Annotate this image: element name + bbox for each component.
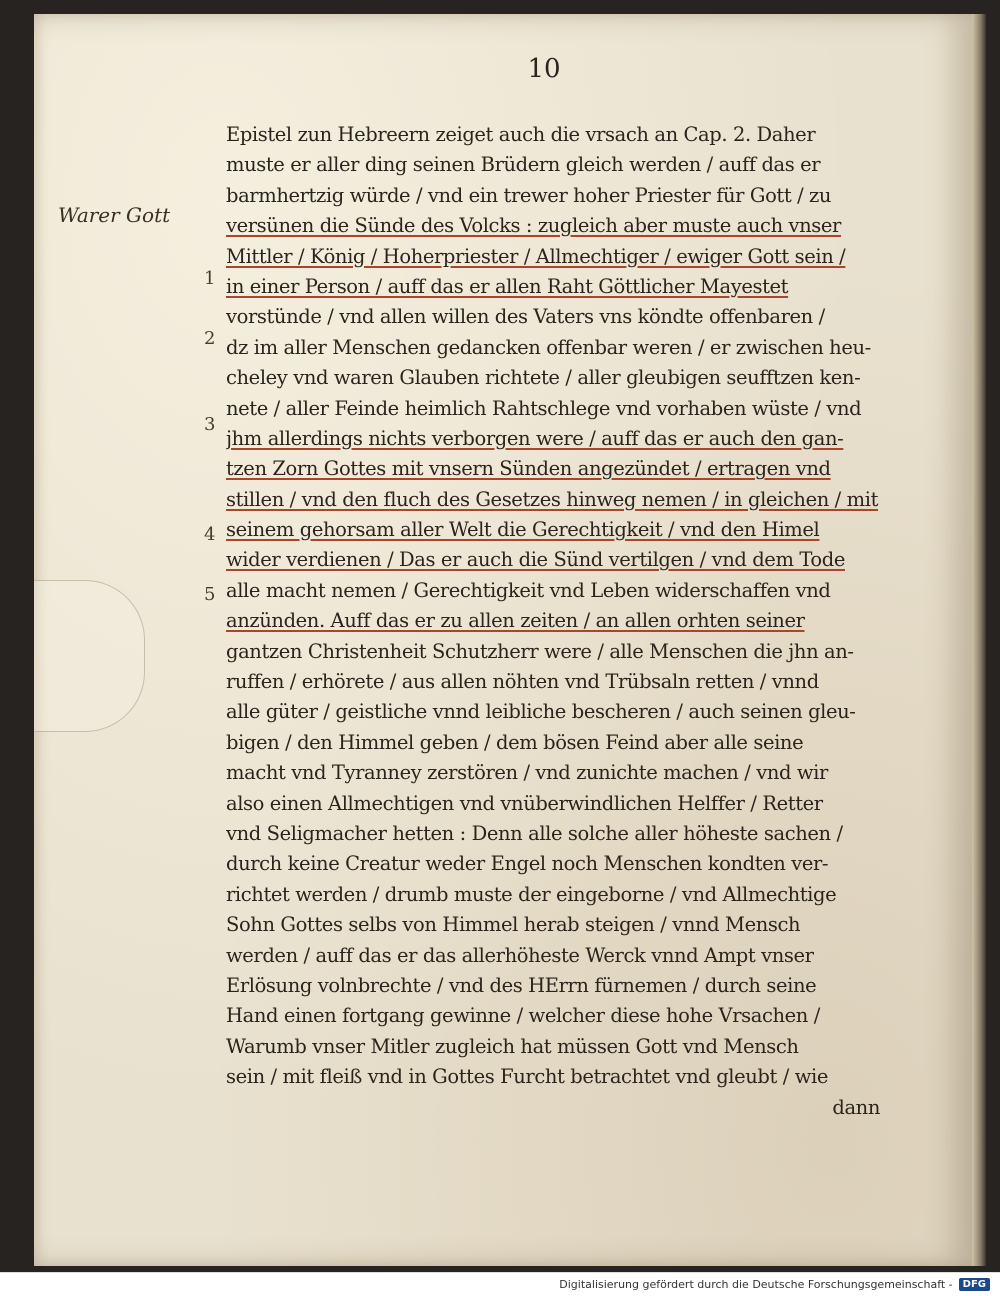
text-line: durch keine Creatur weder Engel noch Menschen kondten ver- (226, 852, 829, 876)
margin-number: 4 (204, 524, 216, 545)
text-line: versünen die Sünde des Volcks : zugleich aber muste auch vnser (226, 214, 841, 238)
text-line: in einer Person / auff das er allen Raht Göttlicher Mayestet (226, 274, 789, 298)
dfg-logo: DFG (959, 1278, 990, 1291)
paper-clip-shadow (34, 580, 145, 732)
text-line: tzen Zorn Gottes mit vnsern Sünden angezündet / ertragen vnd (226, 457, 831, 481)
margin-number: 2 (204, 328, 216, 349)
footer-bar (0, 1272, 1000, 1296)
body-text (226, 120, 880, 1123)
text-line: seinem gehorsam aller Welt die Gerechtigkeit / vnd den Himel (226, 518, 820, 542)
text-line: also einen Allmechtigen vnd vnüberwindlichen Helffer / Retter (226, 791, 823, 815)
margin-note: Warer Gott (58, 203, 171, 227)
text-line: wider verdienen / Das er auch die Sünd vertilgen / vnd dem Tode (226, 548, 845, 572)
text-line: bigen / den Himmel geben / dem bösen Feind aber alle seine (226, 730, 804, 754)
text-line: alle macht nemen / Gerechtigkeit vnd Leben widerschaffen vnd (226, 578, 831, 602)
text-line: cheley vnd waren Glauben richtete / aller gleubigen seufftzen ken- (226, 366, 861, 390)
text-line: Erlösung volnbrechte / vnd des HErrn fürnemen / durch seine (226, 973, 817, 997)
text-line: vnd Seligmacher hetten : Denn alle solche aller höheste sachen / (226, 821, 843, 845)
margin-number: 1 (204, 268, 216, 289)
funding-credit: Digitalisierung gefördert durch die Deutsche Forschungsgemeinschaft - (559, 1278, 953, 1291)
text-line: dz im aller Menschen gedancken offenbar weren / er zwischen heu- (226, 335, 871, 359)
text-line: barmhertzig würde / vnd ein trewer hoher Priester für Gott / zu (226, 183, 832, 207)
page-edge (972, 14, 986, 1266)
text-line: vorstünde / vnd allen willen des Vaters vns köndte offenbaren / (226, 305, 825, 329)
text-line: Epistel zun Hebreern zeiget auch die vrsach an Cap. 2. Daher (226, 123, 816, 146)
margin-number: 5 (204, 584, 216, 605)
text-line: anzünden. Auff das er zu allen zeiten / an allen orhten seiner (226, 609, 805, 633)
text-line: alle güter / geistliche vnnd leibliche bescheren / auch seinen gleu- (226, 700, 856, 724)
text-line: nete / aller Feinde heimlich Rahtschlege vnd vorhaben wüste / vnd (226, 396, 862, 420)
text-line: Mittler / König / Hoherpriester / Allmechtiger / ewiger Gott sein / (226, 244, 846, 268)
text-line: Warumb vnser Mitler zugleich hat müssen Gott vnd Mensch (226, 1034, 799, 1058)
text-line: jhm allerdings nichts verborgen were / auff das er auch den gan- (226, 426, 844, 450)
text-line: Sohn Gottes selbs von Himmel herab steigen / vnnd Mensch (226, 913, 801, 937)
text-line: macht vnd Tyranney zerstören / vnd zunichte machen / vnd wir (226, 761, 828, 785)
text-line: Hand einen fortgang gewinne / welcher diese hohe Vrsachen / (226, 1004, 820, 1028)
text-line: stillen / vnd den fluch des Gesetzes hinweg nemen / in gleichen / mit (226, 487, 879, 511)
text-line: sein / mit fleiß vnd in Gottes Furcht betrachtet vnd gleubt / wie (226, 1065, 828, 1089)
catchword: dann (832, 1095, 880, 1119)
margin-number: 3 (204, 414, 216, 435)
text-line: richtet werden / drumb muste der eingeborne / vnd Allmechtige (226, 882, 837, 906)
text-line: ruffen / erhörete / aus allen nöhten vnd Trübsaln retten / vnnd (226, 670, 819, 694)
text-line: muste er aller ding seinen Brüdern gleich werden / auff das er (226, 153, 821, 177)
text-line: gantzen Christenheit Schutzherr were / alle Menschen die jhn an- (226, 639, 854, 663)
text-line: werden / auff das er das allerhöheste Werck vnnd Ampt vnser (226, 943, 814, 967)
page-number: 10 (527, 54, 561, 84)
